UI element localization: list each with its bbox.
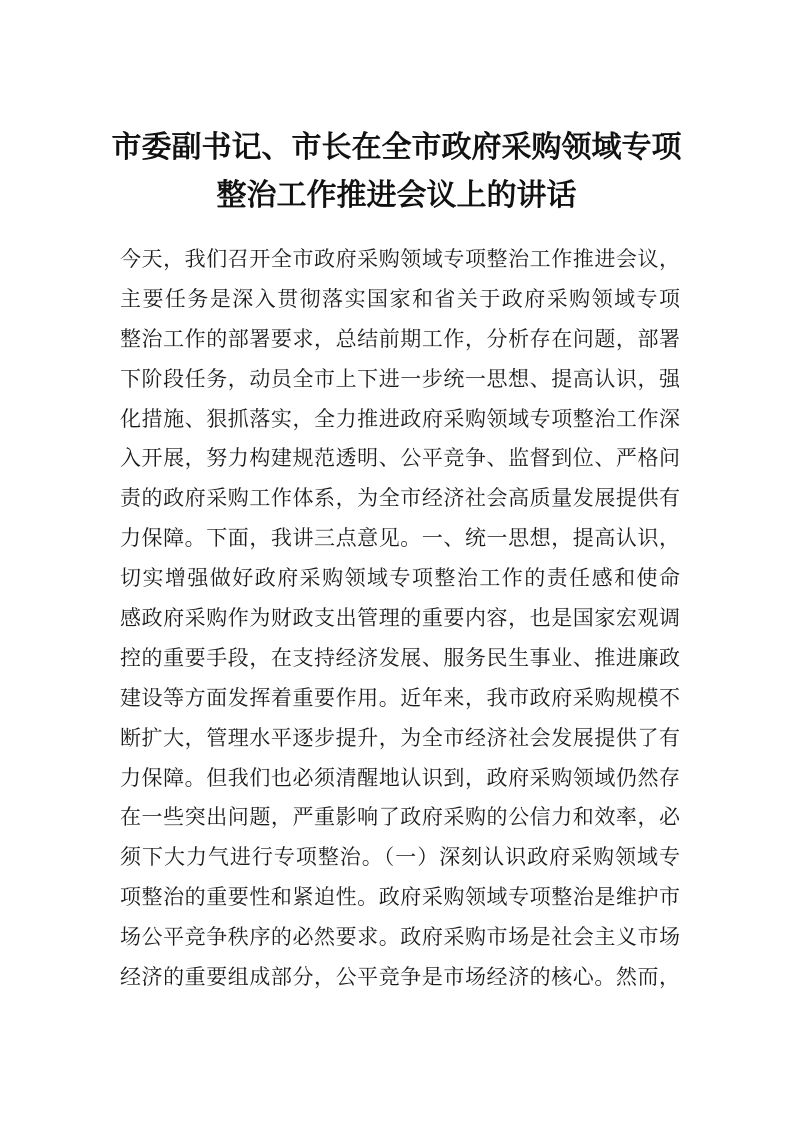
body-line: 场公平竞争秩序的必然要求。政府采购市场是社会主义市场	[120, 925, 680, 950]
body-line: 整治工作的部署要求，总结前期工作，分析存在问题，部署	[120, 326, 680, 351]
body-line: 力保障。下面，我讲三点意见。一、统一思想，提高认识，	[120, 526, 680, 551]
body-line: 力保障。但我们也必须清醒地认识到，政府采购领域仍然存	[120, 765, 680, 790]
title-line: 整治工作推进会议上的讲话	[216, 178, 577, 213]
body-line: 切实增强做好政府采购领域专项整治工作的责任感和使命	[120, 566, 680, 591]
document-title	[100, 124, 693, 220]
body-line: 须下大力气进行专项整治。（一）深刻认识政府采购领域专	[120, 845, 680, 870]
body-line: 在一些突出问题，严重影响了政府采购的公信力和效率，必	[120, 805, 680, 830]
body-line: 主要任务是深入贯彻落实国家和省关于政府采购领域专项	[120, 286, 680, 311]
body-line: 责的政府采购工作体系，为全市经济社会高质量发展提供有	[120, 486, 680, 511]
body-line: 下阶段任务，动员全市上下进一步统一思想、提高认识，强	[120, 366, 680, 391]
body-line: 建设等方面发挥着重要作用。近年来，我市政府采购规模不	[120, 685, 680, 710]
body-line: 感政府采购作为财政支出管理的重要内容，也是国家宏观调	[120, 606, 680, 631]
body-line: 今天，我们召开全市政府采购领域专项整治工作推进会议，	[120, 247, 680, 271]
body-line: 入开展，努力构建规范透明、公平竞争、监督到位、严格问	[120, 446, 680, 471]
body-line: 控的重要手段，在支持经济发展、服务民生事业、推进廉政	[120, 645, 680, 670]
body-line: 项整治的重要性和紧迫性。政府采购领域专项整治是维护市	[120, 885, 680, 910]
document-body	[120, 240, 680, 998]
body-line: 化措施、狠抓落实，全力推进政府采购领域专项整治工作深	[120, 406, 680, 431]
title-line: 市委副书记、市长在全市政府采购领域专项	[111, 130, 682, 165]
body-line: 断扩大，管理水平逐步提升，为全市经济社会发展提供了有	[120, 725, 680, 750]
body-line: 经济的重要组成部分，公平竞争是市场经济的核心。然而，	[120, 965, 680, 990]
